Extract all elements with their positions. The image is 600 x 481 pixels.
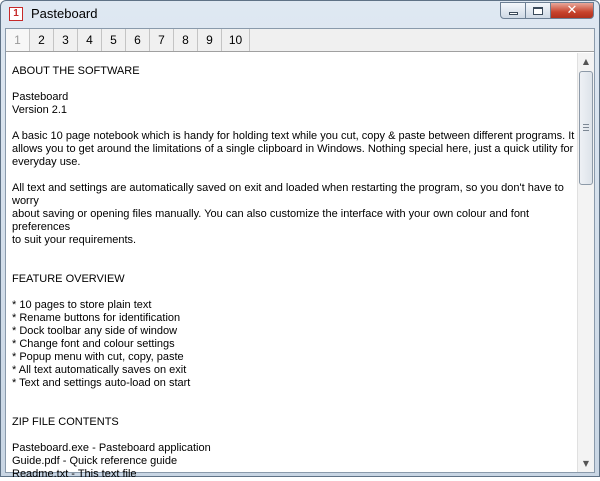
text-line: Version 2.1 [12,104,68,116]
text-line: Guide.pdf - Quick reference guide [12,455,178,467]
scroll-up-icon: ▲ [582,57,590,66]
text-line [12,286,576,299]
minimize-button[interactable] [500,2,526,19]
text-line: about saving or opening files manually. You can also customize the interface with your own colour and font preferences [12,208,533,233]
window-title: Pasteboard [31,6,98,21]
scroll-thumb[interactable] [579,71,593,185]
page-tab-7[interactable]: 7 [150,29,174,51]
title-bar[interactable] [1,1,599,28]
maximize-button[interactable] [526,2,551,19]
text-line: ABOUT THE SOFTWARE [12,65,140,77]
text-line: A basic 10 page notebook which is handy for holding text while you cut, copy & paste between different programs. It [12,130,575,142]
text-line [12,429,576,442]
text-line [12,169,576,182]
text-line: * Dock toolbar any side of window [12,325,178,337]
text-line: ZIP FILE CONTENTS [12,416,119,428]
vertical-scrollbar[interactable] [577,53,594,472]
page-tab-3[interactable]: 3 [54,29,78,51]
text-line: Pasteboard [12,91,69,103]
text-line: * Change font and colour settings [12,338,175,350]
page-tab-2[interactable]: 2 [30,29,54,51]
text-line [12,403,576,416]
text-line [12,260,576,273]
text-line: Pasteboard.exe - Pasteboard application [12,442,211,454]
page-tab-5[interactable]: 5 [102,29,126,51]
text-line: FEATURE OVERVIEW [12,273,125,285]
close-button[interactable] [551,2,594,19]
text-line: everyday use. [12,156,81,168]
text-line: * Text and settings auto-load on start [12,377,191,389]
text-line [12,117,576,130]
text-line: to suit your requirements. [12,234,137,246]
page-toolbar [6,29,594,52]
page-tab-4[interactable]: 4 [78,29,102,51]
thumb-grip-icon [583,124,589,132]
page-tab-8[interactable]: 8 [174,29,198,51]
text-line: Readme.txt - This text file [12,468,137,480]
page-tab-1[interactable]: 1 [6,29,30,51]
scroll-down-icon: ▼ [582,459,590,468]
app-icon[interactable]: 1 [9,7,23,21]
text-line: * 10 pages to store plain text [12,299,152,311]
text-line: * All text automatically saves on exit [12,364,187,376]
client-area [5,28,595,480]
page-tab-10[interactable]: 10 [222,29,250,51]
notebook-text-area[interactable] [6,53,576,480]
text-line: All text and settings are automatically saved on exit and loaded when restarting the program, so you don't have to worry [12,182,567,207]
text-line: * Rename buttons for identification [12,312,181,324]
text-line: allows you to get around the limitations of a single clipboard in Windows. Nothing special here, just a quick utility for [12,143,574,155]
window-controls [500,2,594,19]
text-line [12,78,576,91]
minimize-icon [509,12,518,15]
scroll-down-button[interactable] [578,455,594,472]
scroll-up-button[interactable] [578,53,594,70]
text-line [12,247,576,260]
text-line [12,390,576,403]
text-line: * Popup menu with cut, copy, paste [12,351,184,363]
maximize-icon [533,7,543,15]
close-icon: ✕ [566,3,578,18]
page-tab-6[interactable]: 6 [126,29,150,51]
page-tab-9[interactable]: 9 [198,29,222,51]
